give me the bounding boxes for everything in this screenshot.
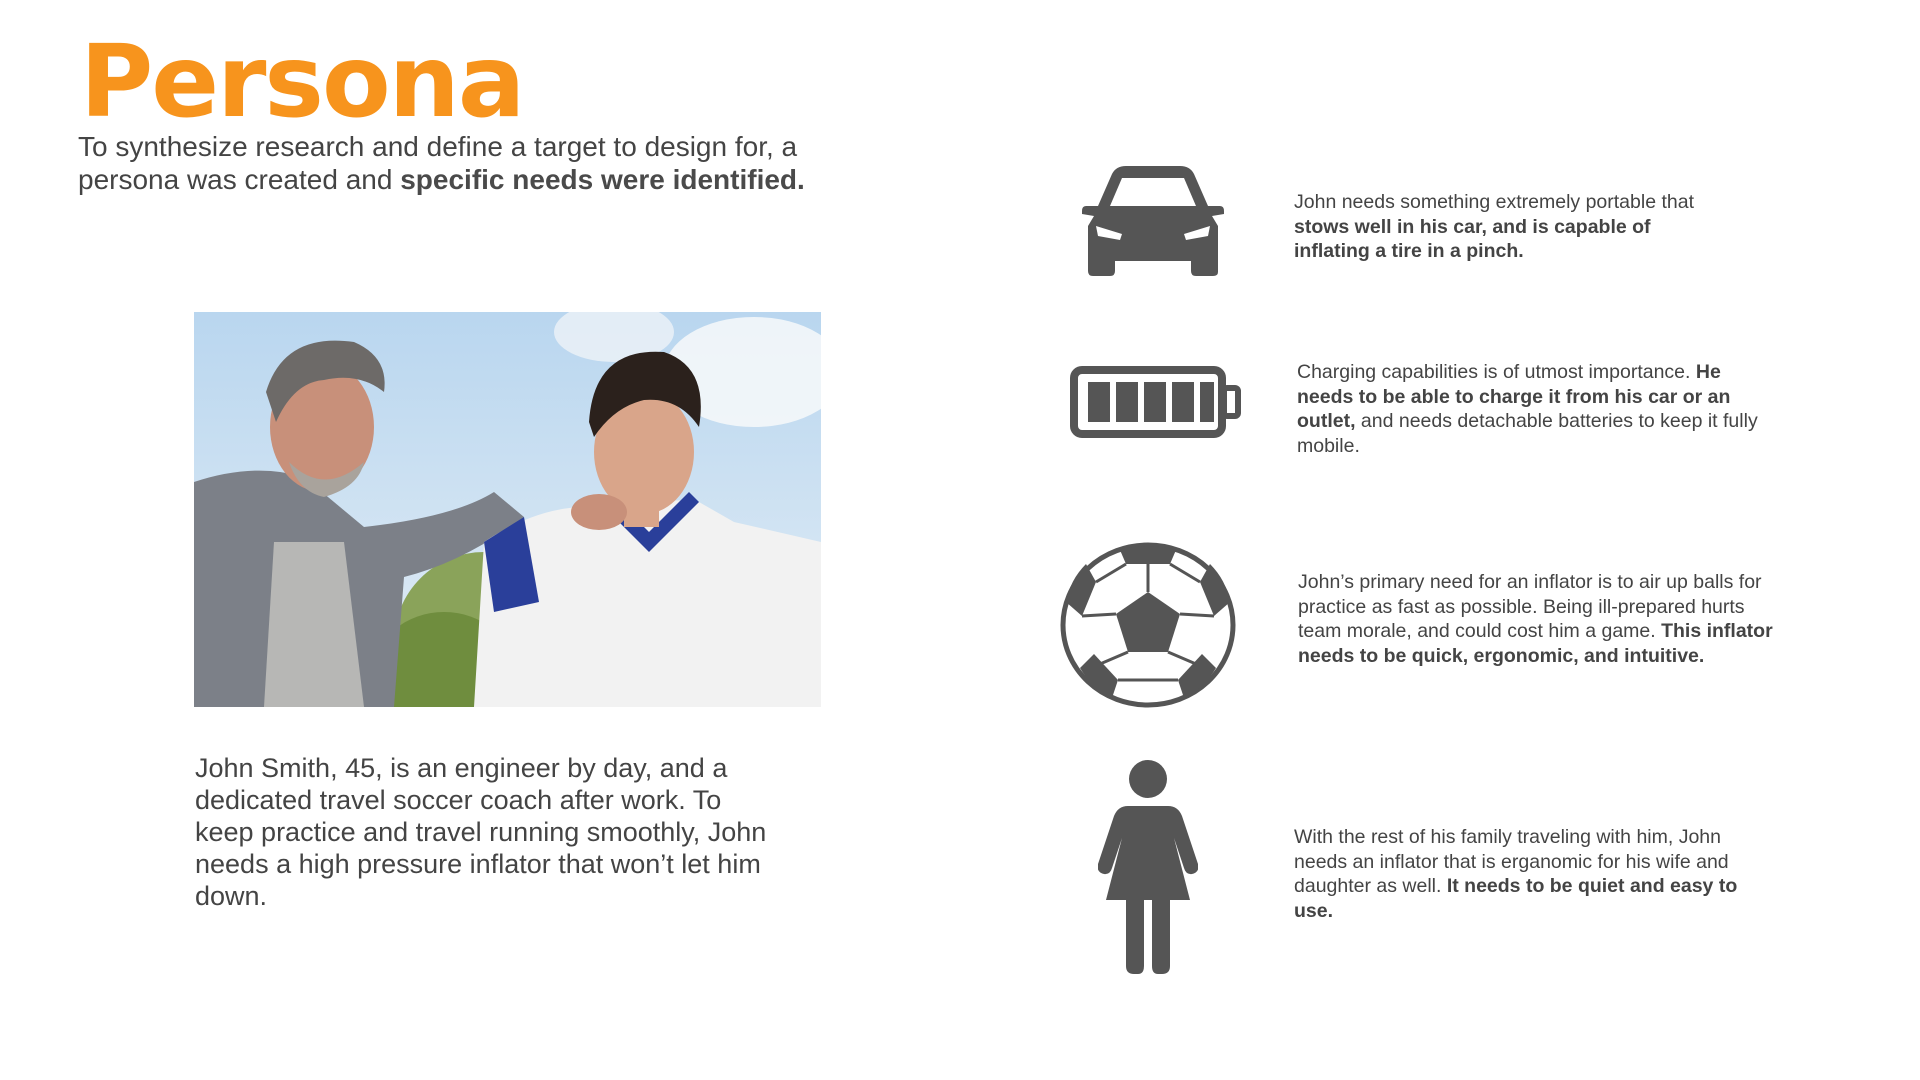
need-text-bold: He needs to be able to charge it from his car or an outlet, — [1297, 361, 1731, 432]
intro-regular: To synthesize research and define a target to design for, a persona was created and — [78, 131, 798, 195]
need-text-regular: Charging capabilities is of utmost importance. — [1297, 361, 1696, 383]
persona-photo — [194, 312, 821, 707]
need-text-regular: John’s primary need for an inflator is to air up balls for practice as fast as possible. Being ill-prepared hurts team morale, and could cost him a game. — [1298, 571, 1762, 642]
intro-bold: specific needs were identified. — [400, 164, 805, 195]
car-icon — [1082, 166, 1224, 281]
need-text-regular: John needs something extremely portable that — [1294, 191, 1694, 213]
need-text-car — [1294, 190, 1724, 264]
page-title: Persona — [80, 23, 524, 140]
need-text-bold: It needs to be quiet and easy to use. — [1294, 875, 1738, 922]
need-text-soccer — [1298, 570, 1778, 668]
intro-text — [78, 130, 878, 196]
need-text-regular: With the rest of his family traveling with him, John needs an inflator that is erganomic for his wife and daughter as well. — [1294, 826, 1729, 897]
soccer-ball-icon — [1060, 542, 1236, 713]
need-text-woman — [1294, 825, 1754, 923]
need-text-bold: stows well in his car, and is capable of inflating a tire in a pinch. — [1294, 215, 1651, 262]
persona-bio: John Smith, 45, is an engineer by day, and a dedicated travel soccer coach after work. To keep practice and travel running smoothly, John needs a high pressure inflator that won’t let him down. — [195, 753, 767, 911]
need-text-bold: This inflator needs to be quick, ergonomic, and intuitive. — [1298, 620, 1773, 667]
battery-icon — [1070, 366, 1242, 443]
woman-icon — [1098, 760, 1198, 979]
persona-photo-illustration — [194, 312, 821, 707]
need-text-battery — [1297, 360, 1777, 458]
need-text-tail: and needs detachable batteries to keep it fully mobile. — [1297, 410, 1758, 457]
